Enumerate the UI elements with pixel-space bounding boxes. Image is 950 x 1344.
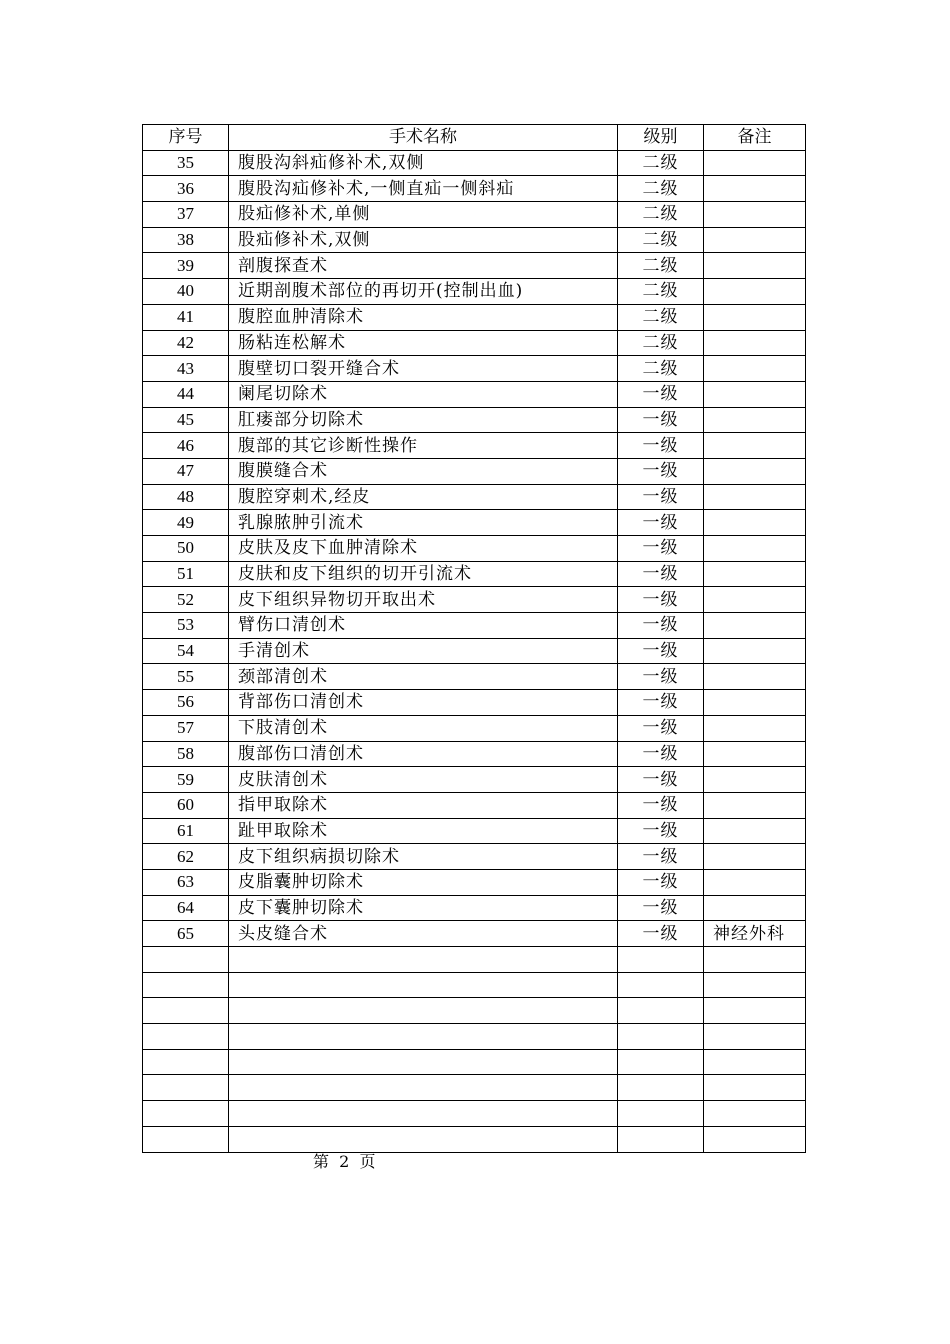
cell-name	[229, 1126, 618, 1152]
cell-note	[704, 561, 806, 587]
cell-name	[229, 1075, 618, 1101]
cell-level: 二级	[618, 356, 704, 382]
cell-no: 37	[143, 202, 229, 228]
cell-level: 一级	[618, 561, 704, 587]
cell-no	[143, 1101, 229, 1127]
cell-name: 腹壁切口裂开缝合术	[229, 356, 618, 382]
cell-note	[704, 202, 806, 228]
cell-note	[704, 536, 806, 562]
cell-no	[143, 998, 229, 1024]
table-row	[143, 330, 806, 356]
header-name: 手术名称	[229, 125, 618, 151]
page-number: 第 2 页	[313, 1152, 376, 1171]
table-row	[143, 304, 806, 330]
table-row	[143, 510, 806, 536]
cell-note	[704, 947, 806, 973]
cell-note	[704, 150, 806, 176]
cell-level: 一级	[618, 510, 704, 536]
cell-note: 神经外科	[704, 921, 806, 947]
cell-no: 51	[143, 561, 229, 587]
cell-name: 趾甲取除术	[229, 818, 618, 844]
cell-no: 65	[143, 921, 229, 947]
cell-note	[704, 587, 806, 613]
table-row	[143, 921, 806, 947]
cell-no: 35	[143, 150, 229, 176]
cell-name: 皮肤清创术	[229, 767, 618, 793]
cell-level	[618, 1049, 704, 1075]
cell-level: 二级	[618, 279, 704, 305]
cell-no: 60	[143, 792, 229, 818]
cell-name: 腹腔血肿清除术	[229, 304, 618, 330]
cell-no	[143, 1126, 229, 1152]
cell-name	[229, 1101, 618, 1127]
cell-note	[704, 279, 806, 305]
cell-note	[704, 356, 806, 382]
cell-level: 一级	[618, 458, 704, 484]
cell-note	[704, 664, 806, 690]
table-row	[143, 818, 806, 844]
cell-no: 54	[143, 638, 229, 664]
table-row	[143, 895, 806, 921]
cell-note	[704, 767, 806, 793]
cell-note	[704, 227, 806, 253]
cell-note	[704, 1075, 806, 1101]
cell-no	[143, 1049, 229, 1075]
cell-name: 腹股沟疝修补术,一侧直疝一侧斜疝	[229, 176, 618, 202]
table-row	[143, 279, 806, 305]
cell-no: 49	[143, 510, 229, 536]
cell-no: 44	[143, 381, 229, 407]
cell-level: 二级	[618, 227, 704, 253]
cell-name: 腹部的其它诊断性操作	[229, 433, 618, 459]
table-row	[143, 458, 806, 484]
table-row	[143, 150, 806, 176]
cell-name: 皮肤和皮下组织的切开引流术	[229, 561, 618, 587]
table-row	[143, 1075, 806, 1101]
cell-name: 剖腹探查术	[229, 253, 618, 279]
cell-level: 一级	[618, 767, 704, 793]
header-no: 序号	[143, 125, 229, 151]
cell-no	[143, 972, 229, 998]
cell-name	[229, 1024, 618, 1050]
table-row	[143, 433, 806, 459]
cell-no: 63	[143, 869, 229, 895]
cell-level: 一级	[618, 690, 704, 716]
cell-no: 45	[143, 407, 229, 433]
cell-note	[704, 1049, 806, 1075]
cell-note	[704, 1024, 806, 1050]
table-row	[143, 202, 806, 228]
cell-note	[704, 1126, 806, 1152]
cell-level: 二级	[618, 330, 704, 356]
cell-level: 一级	[618, 792, 704, 818]
table-row	[143, 381, 806, 407]
cell-note	[704, 433, 806, 459]
cell-level: 二级	[618, 202, 704, 228]
cell-level: 一级	[618, 613, 704, 639]
cell-level: 一级	[618, 407, 704, 433]
cell-note	[704, 869, 806, 895]
cell-level	[618, 947, 704, 973]
cell-note	[704, 818, 806, 844]
cell-note	[704, 792, 806, 818]
cell-level	[618, 1075, 704, 1101]
header-note: 备注	[704, 125, 806, 151]
surgery-table	[142, 124, 806, 1153]
table-row	[143, 1049, 806, 1075]
cell-name: 皮下组织病损切除术	[229, 844, 618, 870]
cell-level: 二级	[618, 176, 704, 202]
table-row	[143, 407, 806, 433]
cell-no: 57	[143, 715, 229, 741]
cell-note	[704, 484, 806, 510]
cell-no: 43	[143, 356, 229, 382]
cell-no: 36	[143, 176, 229, 202]
table-row	[143, 869, 806, 895]
cell-note	[704, 253, 806, 279]
cell-note	[704, 895, 806, 921]
cell-no: 61	[143, 818, 229, 844]
cell-note	[704, 458, 806, 484]
cell-name: 腹股沟斜疝修补术,双侧	[229, 150, 618, 176]
cell-no: 64	[143, 895, 229, 921]
table-body	[143, 150, 806, 1152]
table-row	[143, 844, 806, 870]
cell-no: 41	[143, 304, 229, 330]
cell-note	[704, 381, 806, 407]
table-row	[143, 561, 806, 587]
cell-note	[704, 510, 806, 536]
cell-no: 48	[143, 484, 229, 510]
cell-name: 皮下囊肿切除术	[229, 895, 618, 921]
cell-level: 一级	[618, 741, 704, 767]
cell-no	[143, 947, 229, 973]
cell-level: 一级	[618, 664, 704, 690]
cell-no: 56	[143, 690, 229, 716]
cell-level: 一级	[618, 381, 704, 407]
table-row	[143, 484, 806, 510]
cell-name: 指甲取除术	[229, 792, 618, 818]
cell-level: 一级	[618, 587, 704, 613]
cell-name	[229, 972, 618, 998]
cell-name: 近期剖腹术部位的再切开(控制出血)	[229, 279, 618, 305]
cell-level: 一级	[618, 844, 704, 870]
cell-name: 腹腔穿刺术,经皮	[229, 484, 618, 510]
cell-no: 62	[143, 844, 229, 870]
cell-level: 一级	[618, 536, 704, 562]
table-row	[143, 792, 806, 818]
cell-level	[618, 1024, 704, 1050]
cell-name: 背部伤口清创术	[229, 690, 618, 716]
cell-note	[704, 330, 806, 356]
cell-note	[704, 844, 806, 870]
cell-no: 40	[143, 279, 229, 305]
cell-level: 二级	[618, 253, 704, 279]
cell-note	[704, 176, 806, 202]
table-row	[143, 1126, 806, 1152]
cell-name: 头皮缝合术	[229, 921, 618, 947]
table-row	[143, 664, 806, 690]
cell-no: 58	[143, 741, 229, 767]
cell-name: 下肢清创术	[229, 715, 618, 741]
table-row	[143, 998, 806, 1024]
cell-name: 腹部伤口清创术	[229, 741, 618, 767]
table-row	[143, 715, 806, 741]
cell-level	[618, 972, 704, 998]
cell-no: 47	[143, 458, 229, 484]
table-row	[143, 613, 806, 639]
cell-name: 皮下组织异物切开取出术	[229, 587, 618, 613]
cell-no	[143, 1024, 229, 1050]
cell-name: 股疝修补术,双侧	[229, 227, 618, 253]
cell-no: 39	[143, 253, 229, 279]
cell-level	[618, 1101, 704, 1127]
cell-level	[618, 998, 704, 1024]
cell-name	[229, 998, 618, 1024]
table-row	[143, 1101, 806, 1127]
cell-no: 46	[143, 433, 229, 459]
cell-level: 一级	[618, 638, 704, 664]
cell-level: 一级	[618, 715, 704, 741]
table-row	[143, 972, 806, 998]
cell-level: 一级	[618, 433, 704, 459]
table-row	[143, 947, 806, 973]
cell-name: 皮脂囊肿切除术	[229, 869, 618, 895]
cell-level: 二级	[618, 304, 704, 330]
table-row	[143, 536, 806, 562]
cell-level: 一级	[618, 869, 704, 895]
table-row	[143, 176, 806, 202]
cell-name: 臂伤口清创术	[229, 613, 618, 639]
table-row	[143, 741, 806, 767]
cell-note	[704, 972, 806, 998]
table-row	[143, 227, 806, 253]
cell-note	[704, 1101, 806, 1127]
cell-note	[704, 613, 806, 639]
header-level: 级别	[618, 125, 704, 151]
cell-no: 55	[143, 664, 229, 690]
cell-level: 一级	[618, 921, 704, 947]
cell-no: 53	[143, 613, 229, 639]
cell-level: 一级	[618, 895, 704, 921]
cell-level	[618, 1126, 704, 1152]
cell-note	[704, 715, 806, 741]
cell-name: 颈部清创术	[229, 664, 618, 690]
cell-level: 一级	[618, 818, 704, 844]
table-header-row	[143, 125, 806, 151]
cell-name: 肛瘘部分切除术	[229, 407, 618, 433]
table-row	[143, 1024, 806, 1050]
cell-name: 阑尾切除术	[229, 381, 618, 407]
cell-name: 肠粘连松解术	[229, 330, 618, 356]
table-row	[143, 638, 806, 664]
cell-no: 59	[143, 767, 229, 793]
cell-note	[704, 304, 806, 330]
cell-note	[704, 638, 806, 664]
table-row	[143, 253, 806, 279]
cell-name: 股疝修补术,单侧	[229, 202, 618, 228]
table-row	[143, 587, 806, 613]
cell-note	[704, 998, 806, 1024]
cell-no: 42	[143, 330, 229, 356]
cell-name	[229, 947, 618, 973]
cell-name: 手清创术	[229, 638, 618, 664]
cell-no: 52	[143, 587, 229, 613]
cell-no: 50	[143, 536, 229, 562]
cell-name: 腹膜缝合术	[229, 458, 618, 484]
cell-no	[143, 1075, 229, 1101]
cell-name: 皮肤及皮下血肿清除术	[229, 536, 618, 562]
cell-note	[704, 690, 806, 716]
cell-name	[229, 1049, 618, 1075]
table-row	[143, 690, 806, 716]
cell-note	[704, 407, 806, 433]
cell-level: 一级	[618, 484, 704, 510]
cell-name: 乳腺脓肿引流术	[229, 510, 618, 536]
cell-level: 二级	[618, 150, 704, 176]
table-row	[143, 356, 806, 382]
cell-note	[704, 741, 806, 767]
cell-no: 38	[143, 227, 229, 253]
table-row	[143, 767, 806, 793]
